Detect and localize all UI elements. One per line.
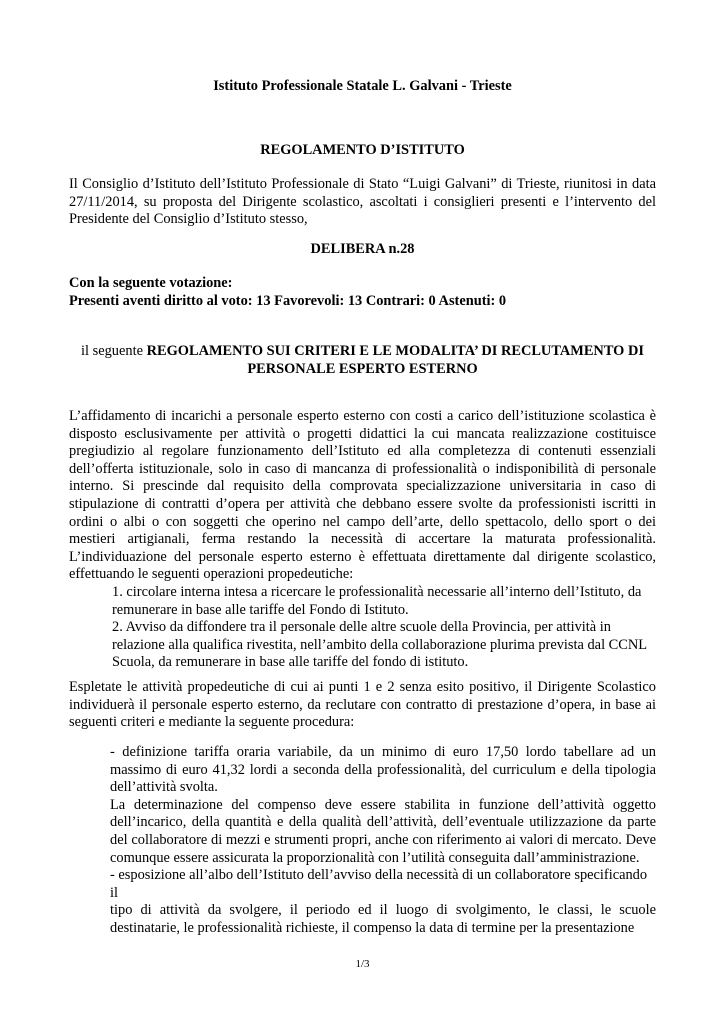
- body-paragraph: L’affidamento di incarichi a personale esperto esterno con costi a carico dell’istituzione scolastica è disposto esclusivamente per attività o progetti didattici la cui mancata realizzazione costituisce pregiudizio al regolare funzionamento dell’Istituto ed alla completezza di contenuti essenziali dell’offerta istituzionale, solo in caso di mancanza di professionalità o indisponibilità di personale interno. Si prescinde dal requisito della comprovata specializzazione universitaria in caso di stipulazione di contratti d’opera per attività che debbano essere svolte da professionisti iscritti in ordini o albi o con soggetti che operino nel campo dell’arte, dello spettacolo, dello sport o dei mestieri artigianali, ferma restando la necessità di accertare la maturata professionalità. L’individuazione del personale esperto esterno è effettuata direttamente dal dirigente scolastico, effettuando le seguenti operazioni propedeutiche:: [69, 408, 656, 583]
- subject-title: REGOLAMENTO SUI CRITERI E LE MODALITA’ DI RECLUTAMENTO DI PERSONALE ESPERTO ESTERNO: [146, 343, 644, 377]
- steps-list: [69, 584, 656, 672]
- criteria-compenso: La determinazione del compenso deve essere stabilita in funzione dell’attività oggetto dell’incarico, della quantità e della qualità dell’attività, dell’eventuale utilizzazione da parte del collaboratore di mezzi e strumenti propri, anche con riferimento ai valori di mercato. Deve comunque essere assicurata la proporzionalità con l’utilità conseguita dall’amministrazione.: [110, 796, 656, 866]
- intro-paragraph: Il Consiglio d’Istituto dell’Istituto Professionale di Stato “Luigi Galvani” di Trieste, riunitosi in data 27/11/2014, su proposta del Dirigente scolastico, ascoltati i consiglieri presenti e l’intervento del Presidente del Consiglio d’Istituto stesso,: [69, 176, 656, 228]
- body-section: [69, 408, 656, 672]
- regulation-title: REGOLAMENTO D’ISTITUTO: [260, 142, 465, 158]
- criteria-section: [110, 744, 656, 938]
- list-item: 1. circolare interna intesa a ricercare le professionalità necessarie all’interno dell’Istituto, da remunerare in base alle tariffe del Fondo di Istituto.: [112, 583, 642, 618]
- criteria-tariffa: - definizione tariffa oraria variabile, da un minimo di euro 17,50 lordo tabellare ad un massimo di euro 41,32 lordi a seconda della professionalità, del curriculum e della tipologia dell’attività svolta.: [110, 744, 656, 796]
- page-number: 1/3: [355, 958, 370, 970]
- procedure-paragraph: Espletate le attività propedeutiche di cui ai punti 1 e 2 senza esito positivo, il Dirigente Scolastico individuerà il personale esperto esterno, da reclutare con contratto di prestazione d’opera, in base ai seguenti criteri e mediante la seguente procedura:: [69, 679, 656, 731]
- criteria-tipo: tipo di attività da svolgere, il periodo ed il luogo di svolgimento, le classi, le scuole destinatarie, le professionalità richieste, il compenso la data di termine per la presentazione: [110, 902, 656, 936]
- list-item: 2. Avviso da diffondere tra il personale delle altre scuole della Provincia, per attività in relazione alla qualifica rivestita, nell’ambito della collaborazione plurima prevista dal CCNL Scuola, da remunerare in base alle tariffe del fondo di istituto.: [112, 619, 647, 671]
- vote-block: [69, 275, 656, 310]
- vote-line-2: Presenti aventi diritto al voto: 13 Favorevoli: 13 Contrari: 0 Astenuti: 0: [69, 292, 507, 309]
- delibera-heading: DELIBERA n.28: [310, 241, 415, 257]
- subject-prefix: il seguente: [81, 343, 143, 359]
- criteria-albo: - esposizione all’albo dell’Istituto dell’avviso della necessità di un collaboratore specificando il: [110, 867, 648, 901]
- institute-title: Istituto Professionale Statale L. Galvani - Trieste: [213, 78, 512, 94]
- vote-line-1: Con la seguente votazione:: [69, 275, 233, 291]
- regulation-subject: [69, 343, 656, 378]
